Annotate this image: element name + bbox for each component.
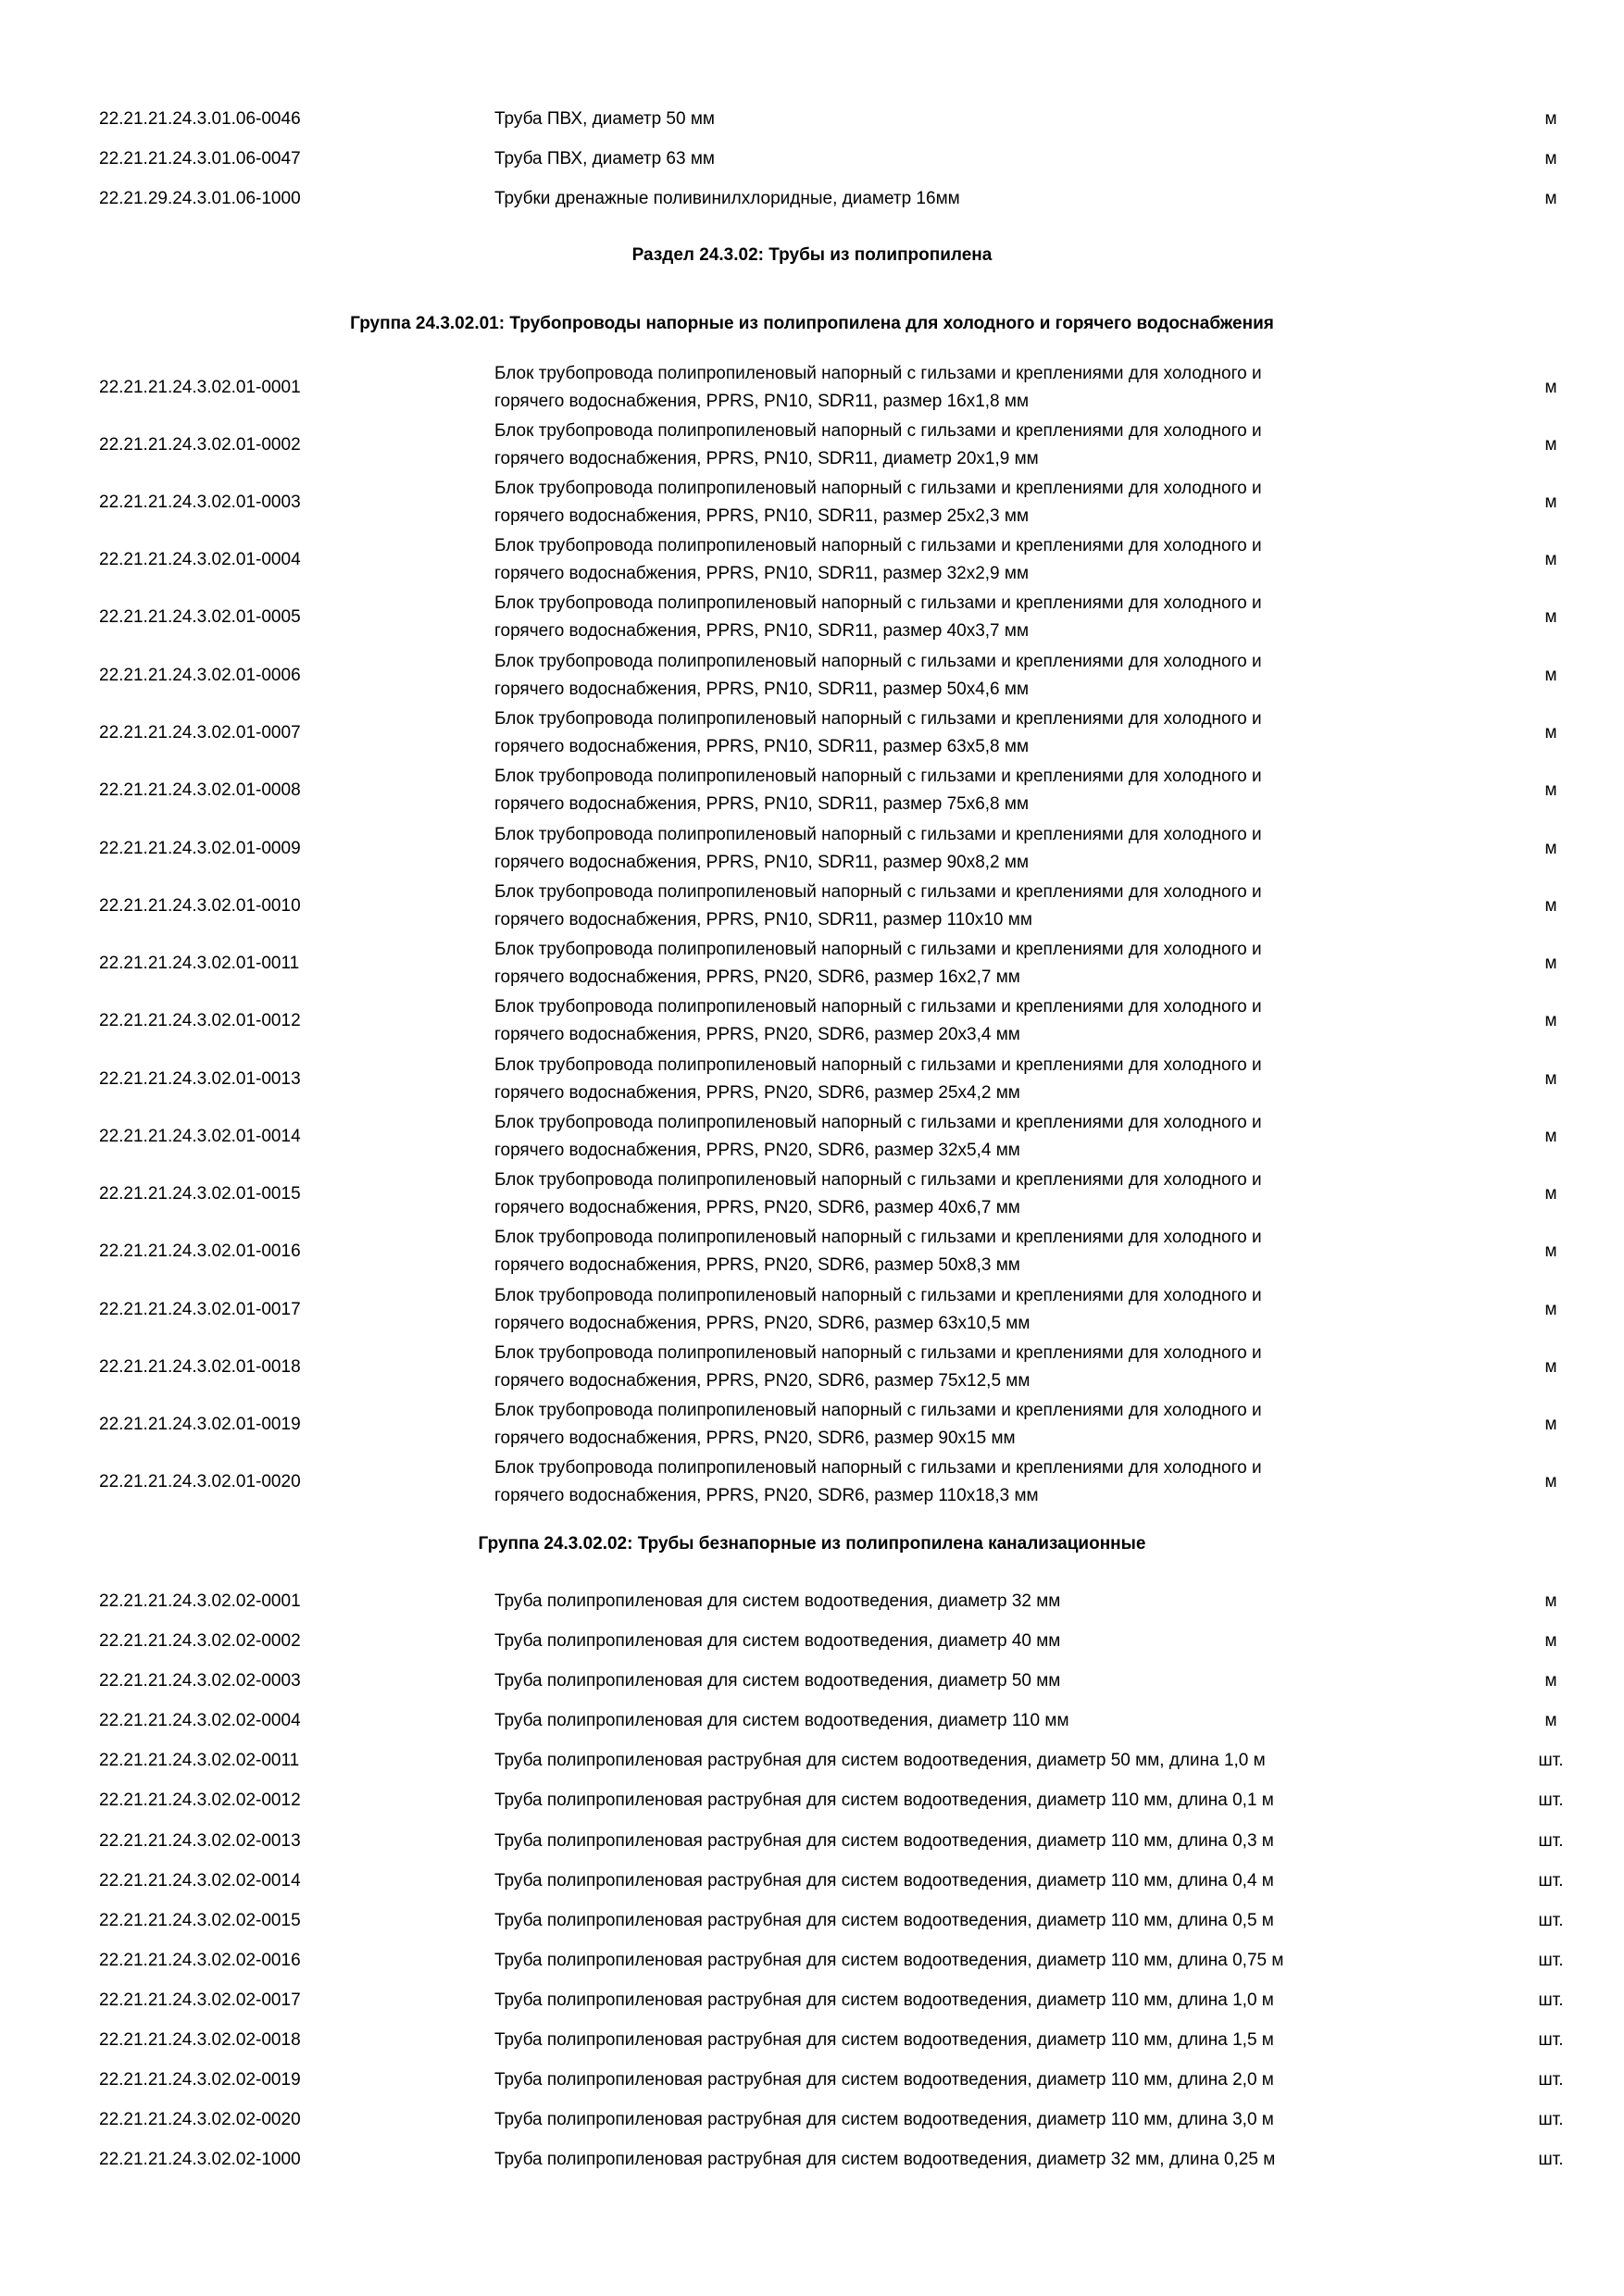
unit-of-measure: м [1544,1415,1557,1434]
resource-name: Трубки дренажные поливинилхлоридные, диаметр 16мм [494,189,960,208]
table-row [0,1113,1624,1160]
resource-code: 22.21.21.24.3.02.02-0012 [99,1791,301,1810]
resource-code: 22.21.21.24.3.02.01-0012 [99,1011,301,1030]
resource-code: 22.21.21.24.3.02.01-0018 [99,1357,301,1377]
resource-name: Блок трубопровода полипропиленовый напорный с гильзами и креплениями для холодного и [494,652,1262,671]
resource-name: горячего водоснабжения, PPRS, PN20, SDR6, размер 25х4,2 мм [494,1083,1020,1103]
unit-of-measure: м [1544,723,1557,742]
unit-of-measure: м [1544,839,1557,858]
resource-name: горячего водоснабжения, PPRS, PN10, SDR11, размер 50х4,6 мм [494,680,1030,699]
resource-code: 22.21.21.24.3.02.02-0011 [99,1751,300,1770]
resource-name: горячего водоснабжения, PPRS, PN20, SDR6, размер 75х12,5 мм [494,1371,1031,1391]
resource-code: 22.21.21.24.3.02.02-0019 [99,2070,301,2090]
resource-code: 22.21.21.24.3.02.01-0011 [99,954,300,973]
resource-code: 22.21.21.24.3.02.02-0015 [99,1911,301,1930]
unit-of-measure: м [1544,607,1557,627]
resource-code: 22.21.21.24.3.02.02-0002 [99,1631,301,1651]
resource-code: 22.21.21.24.3.02.01-0017 [99,1300,301,1319]
unit-of-measure: м [1544,1184,1557,1204]
unit-of-measure: шт. [1538,2150,1564,2169]
resource-code: 22.21.21.24.3.02.01-0001 [99,378,301,397]
unit-of-measure: м [1544,189,1557,208]
resource-code: 22.21.21.24.3.02.02-1000 [99,2150,301,2169]
resource-name: Блок трубопровода полипропиленовый напорный с гильзами и креплениями для холодного и [494,593,1262,613]
resource-name: горячего водоснабжения, PPRS, PN10, SDR11, размер 90х8,2 мм [494,853,1030,872]
resource-name: Труба полипропиленовая раструбная для систем водоотведения, диаметр 32 мм, длина 0,25 м [494,2150,1276,2169]
table-row [0,1828,1624,1855]
unit-of-measure: м [1544,780,1557,800]
table-row [0,1588,1624,1616]
resource-code: 22.21.21.24.3.02.02-0020 [99,2110,301,2129]
table-row [0,106,1624,133]
table-row [0,1867,1624,1895]
unit-of-measure: шт. [1538,2030,1564,2050]
resource-name: горячего водоснабжения, PPRS, PN20, SDR6, размер 20х3,4 мм [494,1025,1020,1044]
resource-code: 22.21.21.24.3.02.02-0003 [99,1671,301,1691]
unit-of-measure: шт. [1538,2110,1564,2129]
resource-name: Труба полипропиленовая раструбная для систем водоотведения, диаметр 110 мм, длина 0,5 м [494,1911,1274,1930]
resource-name: Труба полипропиленовая для систем водоотведения, диаметр 32 мм [494,1591,1061,1611]
unit-of-measure: м [1544,1011,1557,1030]
table-row [0,767,1624,814]
resource-name: Труба полипропиленовая для систем водоотведения, диаметр 40 мм [494,1631,1061,1651]
resource-code: 22.21.21.24.3.02.01-0010 [99,896,301,916]
resource-name: Блок трубопровода полипропиленовый напорный с гильзами и креплениями для холодного и [494,1113,1262,1132]
resource-code: 22.21.21.24.3.02.01-0005 [99,607,301,627]
resource-name: Блок трубопровода полипропиленовый напорный с гильзами и креплениями для холодного и [494,1286,1262,1305]
unit-of-measure: м [1544,1357,1557,1377]
unit-of-measure: м [1544,1127,1557,1146]
table-row [0,145,1624,173]
unit-of-measure: м [1544,1671,1557,1691]
resource-name: Блок трубопровода полипропиленовый напорный с гильзами и креплениями для холодного и [494,940,1262,959]
resource-name: Блок трубопровода полипропиленовый напорный с гильзами и креплениями для холодного и [494,709,1262,729]
group-heading: Группа 24.3.02.01: Трубопроводы напорные из полипропилена для холодного и горячего водоснабжения [350,314,1274,333]
table-row [0,1228,1624,1275]
unit-of-measure: м [1544,896,1557,916]
unit-of-measure: шт. [1538,1951,1564,1970]
table-row [0,997,1624,1044]
unit-of-measure: м [1544,1711,1557,1730]
resource-code: 22.21.21.24.3.02.01-0016 [99,1242,301,1261]
resource-name: Блок трубопровода полипропиленовый напорный с гильзами и креплениями для холодного и [494,882,1262,902]
resource-name: Труба полипропиленовая раструбная для систем водоотведения, диаметр 110 мм, длина 1,0 м [494,1990,1274,2010]
resource-name: Блок трубопровода полипропиленовый напорный с гильзами и креплениями для холодного и [494,364,1262,383]
unit-of-measure: м [1544,493,1557,512]
resource-name: Блок трубопровода полипропиленовый напорный с гильзами и креплениями для холодного и [494,1458,1262,1478]
resource-code: 22.21.21.24.3.01.06-0046 [99,109,301,129]
resource-code: 22.21.21.24.3.02.01-0008 [99,780,301,800]
resource-code: 22.21.21.24.3.02.02-0018 [99,2030,301,2050]
resource-name: Блок трубопровода полипропиленовый напорный с гильзами и креплениями для холодного и [494,767,1262,786]
unit-of-measure: шт. [1538,1791,1564,1810]
table-row [0,1055,1624,1103]
table-row [0,709,1624,756]
resource-name: Труба полипропиленовая раструбная для систем водоотведения, диаметр 110 мм, длина 0,75 м [494,1951,1284,1970]
unit-of-measure: м [1544,1631,1557,1651]
table-row [0,1343,1624,1391]
table-row [0,364,1624,411]
resource-name: Блок трубопровода полипропиленовый напорный с гильзами и креплениями для холодного и [494,1401,1262,1420]
table-row [0,1707,1624,1735]
table-row [0,1787,1624,1815]
resource-name: горячего водоснабжения, PPRS, PN20, SDR6, размер 40х6,7 мм [494,1198,1020,1217]
resource-name: Труба полипропиленовая раструбная для систем водоотведения, диаметр 110 мм, длина 3,0 м [494,2110,1274,2129]
resource-name: горячего водоснабжения, PPRS, PN10, SDR11, размер 63х5,8 мм [494,737,1030,756]
table-row [0,1458,1624,1505]
resource-name: горячего водоснабжения, PPRS, PN20, SDR6, размер 63х10,5 мм [494,1314,1031,1333]
resource-code: 22.21.21.24.3.02.02-0017 [99,1990,301,2010]
unit-of-measure: шт. [1538,1990,1564,2010]
resource-code: 22.21.21.24.3.02.01-0013 [99,1069,301,1089]
table-row [0,1667,1624,1695]
resource-name: Блок трубопровода полипропиленовый напорный с гильзами и креплениями для холодного и [494,1343,1262,1363]
resource-name: Блок трубопровода полипропиленовый напорный с гильзами и креплениями для холодного и [494,825,1262,844]
resource-code: 22.21.21.24.3.02.01-0015 [99,1184,301,1204]
resource-name: горячего водоснабжения, PPRS, PN10, SDR11, размер 25х2,3 мм [494,506,1030,526]
section-heading: Раздел 24.3.02: Трубы из полипропилена [631,245,993,265]
resource-name: Блок трубопровода полипропиленовый напорный с гильзами и креплениями для холодного и [494,479,1262,498]
resource-code: 22.21.21.24.3.02.01-0006 [99,666,301,685]
resource-name: Труба ПВХ, диаметр 50 мм [494,109,715,129]
resource-name: Труба полипропиленовая раструбная для систем водоотведения, диаметр 110 мм, длина 0,4 м [494,1871,1274,1890]
unit-of-measure: м [1544,149,1557,168]
table-row [0,652,1624,699]
unit-of-measure: м [1544,1242,1557,1261]
resource-code: 22.21.21.24.3.01.06-0047 [99,149,301,168]
table-row [0,185,1624,213]
resource-code: 22.21.21.24.3.02.02-0014 [99,1871,301,1890]
table-row [0,1286,1624,1333]
table-row [0,882,1624,930]
resource-name: Блок трубопровода полипропиленовый напорный с гильзами и креплениями для холодного и [494,997,1262,1017]
resource-name: горячего водоснабжения, PPRS, PN20, SDR6, размер 16х2,7 мм [494,967,1020,987]
resource-name: горячего водоснабжения, PPRS, PN10, SDR11, размер 40х3,7 мм [494,621,1030,641]
table-row [0,593,1624,641]
resource-code: 22.21.21.24.3.02.02-0001 [99,1591,301,1611]
table-row [0,2146,1624,2174]
resource-code: 22.21.21.24.3.02.01-0009 [99,839,301,858]
unit-of-measure: м [1544,378,1557,397]
resource-name: Блок трубопровода полипропиленовый напорный с гильзами и креплениями для холодного и [494,536,1262,555]
resource-code: 22.21.29.24.3.01.06-1000 [99,189,301,208]
table-row [0,1907,1624,1935]
resource-name: Труба полипропиленовая для систем водоотведения, диаметр 110 мм [494,1711,1069,1730]
resource-code: 22.21.21.24.3.02.02-0004 [99,1711,301,1730]
table-row [0,2106,1624,2134]
resource-name: Блок трубопровода полипропиленовый напорный с гильзами и креплениями для холодного и [494,1228,1262,1247]
resource-name: Труба полипропиленовая раструбная для систем водоотведения, диаметр 110 мм, длина 2,0 м [494,2070,1274,2090]
unit-of-measure: шт. [1538,1831,1564,1851]
unit-of-measure: м [1544,1300,1557,1319]
unit-of-measure: м [1544,550,1557,569]
resource-name: горячего водоснабжения, PPRS, PN20, SDR6, размер 110х18,3 мм [494,1486,1039,1505]
resource-code: 22.21.21.24.3.02.02-0016 [99,1951,301,1970]
unit-of-measure: м [1544,666,1557,685]
unit-of-measure: шт. [1538,1871,1564,1890]
resource-name: Блок трубопровода полипропиленовый напорный с гильзами и креплениями для холодного и [494,421,1262,441]
table-row [0,536,1624,583]
table-row [0,2066,1624,2094]
resource-code: 22.21.21.24.3.02.02-0013 [99,1831,301,1851]
resource-code: 22.21.21.24.3.02.01-0020 [99,1472,301,1491]
table-row [0,2027,1624,2054]
unit-of-measure: шт. [1538,2070,1564,2090]
table-row [0,1747,1624,1775]
resource-name: горячего водоснабжения, PPRS, PN20, SDR6, размер 32х5,4 мм [494,1141,1020,1160]
unit-of-measure: шт. [1538,1751,1564,1770]
table-row [0,1987,1624,2015]
table-row [0,1947,1624,1975]
resource-name: Труба ПВХ, диаметр 63 мм [494,149,715,168]
resource-name: горячего водоснабжения, PPRS, PN10, SDR11, размер 110х10 мм [494,910,1032,930]
resource-name: горячего водоснабжения, PPRS, PN20, SDR6, размер 50х8,3 мм [494,1255,1020,1275]
resource-name: Труба полипропиленовая раструбная для систем водоотведения, диаметр 110 мм, длина 0,1 м [494,1791,1274,1810]
unit-of-measure: м [1544,1069,1557,1089]
resource-name: Труба полипропиленовая раструбная для систем водоотведения, диаметр 50 мм, длина 1,0 м [494,1751,1266,1770]
table-row [0,421,1624,468]
unit-of-measure: м [1544,109,1557,129]
unit-of-measure: м [1544,435,1557,455]
resource-code: 22.21.21.24.3.02.01-0014 [99,1127,301,1146]
resource-name: горячего водоснабжения, PPRS, PN10, SDR11, размер 16х1,8 мм [494,392,1030,411]
resource-name: Труба полипропиленовая раструбная для систем водоотведения, диаметр 110 мм, длина 0,3 м [494,1831,1274,1851]
resource-code: 22.21.21.24.3.02.01-0004 [99,550,301,569]
resource-name: Труба полипропиленовая раструбная для систем водоотведения, диаметр 110 мм, длина 1,5 м [494,2030,1274,2050]
resource-code: 22.21.21.24.3.02.01-0003 [99,493,301,512]
table-row [0,825,1624,872]
unit-of-measure: м [1544,1472,1557,1491]
resource-name: горячего водоснабжения, PPRS, PN20, SDR6, размер 90х15 мм [494,1429,1016,1448]
table-row [0,1401,1624,1448]
unit-of-measure: шт. [1538,1911,1564,1930]
resource-name: Блок трубопровода полипропиленовый напорный с гильзами и креплениями для холодного и [494,1055,1262,1075]
group-heading: Группа 24.3.02.02: Трубы безнапорные из полипропилена канализационные [478,1534,1146,1554]
resource-name: горячего водоснабжения, PPRS, PN10, SDR11, диаметр 20х1,9 мм [494,449,1039,468]
table-row [0,479,1624,526]
table-row [0,1628,1624,1655]
table-row [0,940,1624,987]
resource-name: Блок трубопровода полипропиленовый напорный с гильзами и креплениями для холодного и [494,1170,1262,1190]
unit-of-measure: м [1544,954,1557,973]
resource-code: 22.21.21.24.3.02.01-0002 [99,435,301,455]
resource-name: горячего водоснабжения, PPRS, PN10, SDR11, размер 75х6,8 мм [494,794,1030,814]
resource-code: 22.21.21.24.3.02.01-0007 [99,723,301,742]
resource-name: горячего водоснабжения, PPRS, PN10, SDR11, размер 32х2,9 мм [494,564,1030,583]
table-row [0,1170,1624,1217]
resource-name: Труба полипропиленовая для систем водоотведения, диаметр 50 мм [494,1671,1061,1691]
unit-of-measure: м [1544,1591,1557,1611]
resource-code: 22.21.21.24.3.02.01-0019 [99,1415,301,1434]
